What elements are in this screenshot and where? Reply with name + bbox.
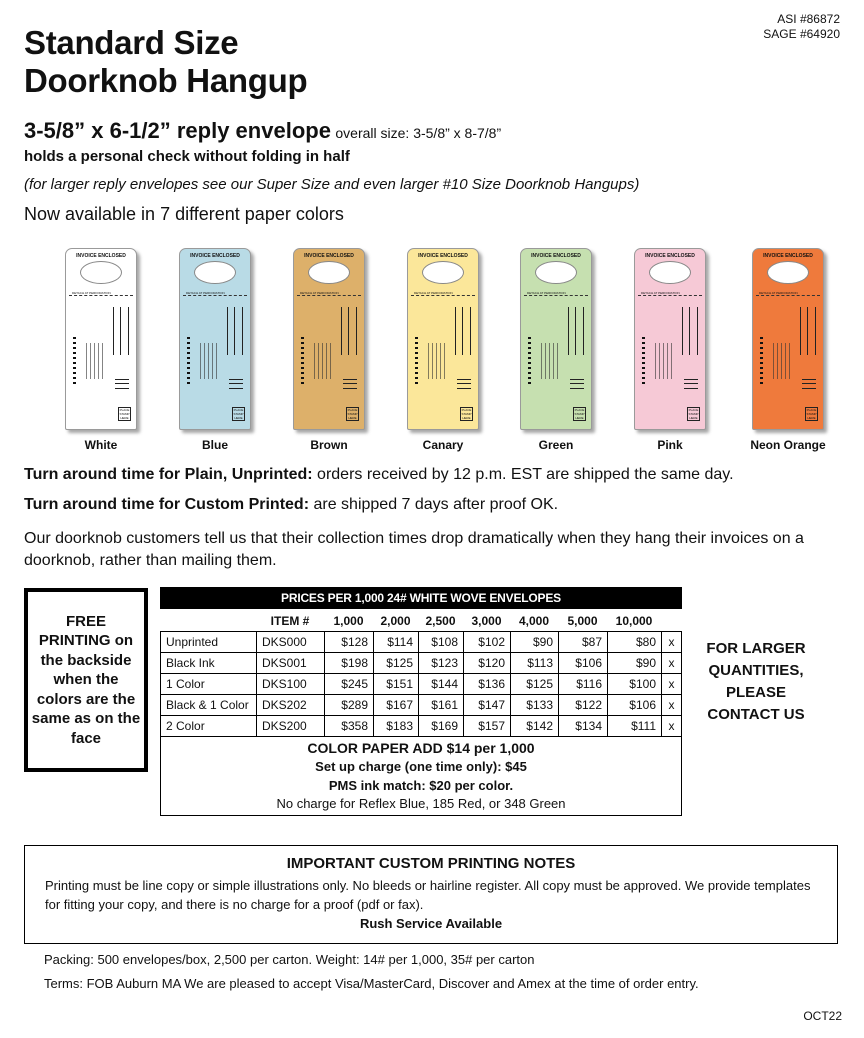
price-cell: $142 <box>511 716 559 737</box>
postal-barcode <box>415 337 418 385</box>
perforation-text: DETACH AT PERFORATION <box>641 291 680 295</box>
row-mark: x <box>662 632 682 653</box>
envelope-line-mid <box>807 307 808 355</box>
stamp-box: PLACE STAMP HERE <box>461 408 472 420</box>
address-block <box>541 343 559 379</box>
row-name: 2 Color <box>161 716 257 737</box>
doorknob-hole <box>308 261 350 284</box>
envelope-lines <box>341 307 357 355</box>
price-cell: $151 <box>374 674 419 695</box>
item-number: DKS202 <box>257 695 325 716</box>
doorknob-hole <box>422 261 464 284</box>
perforation-text: DETACH AT PERFORATION <box>300 291 339 295</box>
envelope-header-text: INVOICE ENCLOSED <box>418 253 468 259</box>
fim-lines <box>684 379 698 389</box>
row-name: Black Ink <box>161 653 257 674</box>
postal-barcode <box>760 337 763 385</box>
envelope-color-label: Canary <box>422 438 464 452</box>
envelope-header-text: INVOICE ENCLOSED <box>763 253 813 259</box>
colors-available-text: Now available in 7 different paper colors <box>24 204 344 224</box>
price-cell: $134 <box>559 716 608 737</box>
column-header: 2,500 <box>425 614 456 628</box>
column-header: 1,000 <box>333 614 364 628</box>
envelope-line-mid <box>575 307 576 355</box>
price-row <box>161 632 682 653</box>
envelope-header-text: INVOICE ENCLOSED <box>76 253 126 259</box>
perforation-text: DETACH AT PERFORATION <box>759 291 798 295</box>
address-block <box>773 343 791 379</box>
fim-lines <box>343 379 357 389</box>
price-cell: $120 <box>464 653 511 674</box>
price-cell: $102 <box>464 632 511 653</box>
perforation-text: DETACH AT PERFORATION <box>527 291 566 295</box>
perforation-line <box>69 295 133 296</box>
envelope-brown <box>272 248 386 452</box>
envelope-color-label: White <box>84 438 118 452</box>
stamp-box: PLACE STAMP HERE <box>574 408 585 420</box>
postal-barcode <box>73 337 76 385</box>
turnaround-plain-label: Turn around time for Plain, Unprinted: <box>24 466 313 483</box>
price-row <box>161 695 682 716</box>
envelope-green <box>499 248 613 452</box>
envelope-line-mid <box>462 307 463 355</box>
doorknob-hole <box>80 261 122 284</box>
envelope-header-text: INVOICE ENCLOSED <box>190 253 240 259</box>
price-cell: $100 <box>608 674 662 695</box>
envelope-lines <box>682 307 698 355</box>
turnaround-custom-text: are shipped 7 days after proof OK. <box>309 496 559 513</box>
price-rows <box>160 631 682 737</box>
collection-paragraph: Our doorknob customers tell us that their collection times drop dramatically when they hang their invoices on a doorknob, rather than mailing them. <box>24 530 804 569</box>
price-cell: $106 <box>559 653 608 674</box>
setup-charge: Set up charge (one time only): $45 <box>315 759 527 774</box>
price-cell: $183 <box>374 716 419 737</box>
row-mark: x <box>662 695 682 716</box>
envelope-size: 3-5/8” x 6-1/2” reply envelope <box>24 118 331 143</box>
holds-check-text: holds a personal check without folding in half <box>24 148 350 165</box>
postal-barcode <box>187 337 190 385</box>
packing-info: Packing: 500 envelopes/box, 2,500 per carton. Weight: 14# per 1,000, 35# per carton <box>44 952 535 967</box>
row-name: Unprinted <box>161 632 257 653</box>
turnaround-custom-label: Turn around time for Custom Printed: <box>24 496 310 513</box>
perforation-text: DETACH AT PERFORATION <box>72 291 111 295</box>
address-block <box>655 343 673 379</box>
postal-barcode <box>528 337 531 385</box>
price-cell: $90 <box>608 653 662 674</box>
envelope-pink <box>613 248 727 452</box>
price-cell: $125 <box>374 653 419 674</box>
row-mark: x <box>662 674 682 695</box>
envelope-canary <box>386 248 500 452</box>
terms-info: Terms: FOB Auburn MA We are pleased to accept Visa/MasterCard, Discover and Amex at the time of order entry. <box>44 976 699 991</box>
price-cell: $111 <box>608 716 662 737</box>
price-column-headers <box>160 609 682 631</box>
column-header: 4,000 <box>518 614 550 628</box>
price-cell: $106 <box>608 695 662 716</box>
row-mark: x <box>662 653 682 674</box>
price-cell: $125 <box>511 674 559 695</box>
postal-barcode <box>301 337 304 385</box>
item-number: DKS000 <box>257 632 325 653</box>
price-cell: $113 <box>511 653 559 674</box>
address-block <box>314 343 332 379</box>
item-number: DKS200 <box>257 716 325 737</box>
page-title <box>24 24 307 100</box>
column-header: ITEM # <box>270 614 310 628</box>
price-row <box>161 716 682 737</box>
price-row <box>161 674 682 695</box>
column-header: 10,000 <box>615 614 653 628</box>
perforation-line <box>638 295 702 296</box>
price-cell: $289 <box>325 695 374 716</box>
envelope-color-label: Pink <box>657 438 683 452</box>
price-table-header: PRICES PER 1,000 24# WHITE WOVE ENVELOPES <box>160 587 682 609</box>
envelope-image <box>407 248 479 430</box>
stamp-box: PLACE STAMP HERE <box>806 408 817 420</box>
envelope-header-text: INVOICE ENCLOSED <box>531 253 581 259</box>
envelope-line-mid <box>234 307 235 355</box>
stamp-box: PLACE STAMP HERE <box>688 408 699 420</box>
date-code: OCT22 <box>803 1009 842 1023</box>
overall-size: overall size: 3-5/8” x 8-7/8” <box>335 125 502 141</box>
price-cell: $161 <box>419 695 464 716</box>
postal-barcode <box>642 337 645 385</box>
price-cell: $123 <box>419 653 464 674</box>
address-block <box>428 343 446 379</box>
perforation-text: DETACH AT PERFORATION <box>186 291 225 295</box>
envelope-blue <box>158 248 272 452</box>
row-mark: x <box>662 716 682 737</box>
price-extras <box>160 737 682 816</box>
price-cell: $116 <box>559 674 608 695</box>
envelope-image <box>293 248 365 430</box>
price-cell: $122 <box>559 695 608 716</box>
price-cell: $90 <box>511 632 559 653</box>
no-charge-colors: No charge for Reflex Blue, 185 Red, or 348 Green <box>276 796 566 811</box>
perforation-text: DETACH AT PERFORATION <box>414 291 453 295</box>
fim-lines <box>802 379 816 389</box>
envelope-line-mid <box>348 307 349 355</box>
pms-match: PMS ink match: $20 per color. <box>328 778 514 793</box>
stamp-box: PLACE STAMP HERE <box>347 408 358 420</box>
larger-envelopes-note: (for larger reply envelopes see our Super Size and even larger #10 Size Doorknob Hangups) <box>24 176 640 193</box>
price-cell: $114 <box>374 632 419 653</box>
price-cell: $87 <box>559 632 608 653</box>
envelope-image <box>634 248 706 430</box>
turnaround-plain <box>24 466 734 484</box>
envelope-color-label: Brown <box>310 438 348 452</box>
envelope-lines <box>800 307 816 355</box>
price-cell: $157 <box>464 716 511 737</box>
row-name: 1 Color <box>161 674 257 695</box>
row-name: Black & 1 Color <box>161 695 257 716</box>
envelope-color-label: Blue <box>201 438 228 452</box>
stamp-box: PLACE STAMP HERE <box>233 408 244 420</box>
price-cell: $169 <box>419 716 464 737</box>
price-cell: $245 <box>325 674 374 695</box>
fim-lines <box>115 379 129 389</box>
envelope-neon-orange <box>731 248 845 452</box>
size-line <box>24 118 501 144</box>
catalog-codes <box>763 12 840 42</box>
envelope-image <box>179 248 251 430</box>
envelope-header-text: INVOICE ENCLOSED <box>304 253 354 259</box>
address-block <box>200 343 218 379</box>
custom-printing-notes <box>24 845 838 944</box>
envelope-white <box>44 248 158 452</box>
address-block <box>86 343 104 379</box>
title-line-1: Standard Size <box>24 24 239 61</box>
envelope-lines <box>568 307 584 355</box>
envelope-image <box>65 248 137 430</box>
envelope-lines <box>455 307 471 355</box>
price-table <box>160 587 682 816</box>
larger-quantities-note: FOR LARGER QUANTITIES, PLEASE CONTACT US <box>706 640 806 723</box>
column-header: 3,000 <box>471 614 502 628</box>
rush-service: Rush Service Available <box>359 916 503 931</box>
price-cell: $133 <box>511 695 559 716</box>
envelope-color-label: Green <box>538 438 574 452</box>
doorknob-hole <box>535 261 577 284</box>
doorknob-hole <box>194 261 236 284</box>
perforation-line <box>524 295 588 296</box>
notes-title: IMPORTANT CUSTOM PRINTING NOTES <box>286 855 576 872</box>
price-cell: $136 <box>464 674 511 695</box>
sage-number: SAGE #64920 <box>763 27 840 41</box>
asi-number: ASI #86872 <box>777 12 840 26</box>
fim-lines <box>229 379 243 389</box>
envelope-lines <box>113 307 129 355</box>
column-header: 5,000 <box>567 614 598 628</box>
fim-lines <box>457 379 471 389</box>
price-cell: $147 <box>464 695 511 716</box>
free-printing-text: FREE PRINTING on the backside when the colors are the same as on the face <box>31 612 141 747</box>
envelope-image <box>520 248 592 430</box>
envelope-color-label: Neon Orange <box>750 438 826 452</box>
title-line-2: Doorknob Hangup <box>24 62 308 99</box>
color-paper-note: COLOR PAPER ADD $14 per 1,000 <box>307 740 535 756</box>
price-cell: $167 <box>374 695 419 716</box>
price-cell: $144 <box>419 674 464 695</box>
envelope-line-mid <box>689 307 690 355</box>
doorknob-hole <box>767 261 809 284</box>
free-printing-box <box>24 588 148 772</box>
envelope-line-mid <box>120 307 121 355</box>
perforation-line <box>183 295 247 296</box>
price-cell: $80 <box>608 632 662 653</box>
price-cell: $108 <box>419 632 464 653</box>
perforation-line <box>756 295 820 296</box>
price-cell: $198 <box>325 653 374 674</box>
envelope-image <box>752 248 824 430</box>
doorknob-hole <box>649 261 691 284</box>
envelope-lines <box>227 307 243 355</box>
turnaround-plain-text: orders received by 12 p.m. EST are shipped the same day. <box>312 466 734 483</box>
price-row <box>161 653 682 674</box>
price-cell: $358 <box>325 716 374 737</box>
perforation-line <box>297 295 361 296</box>
turnaround-custom <box>24 496 558 514</box>
item-number: DKS001 <box>257 653 325 674</box>
perforation-line <box>411 295 475 296</box>
column-header: 2,000 <box>380 614 411 628</box>
notes-body: Printing must be line copy or simple illustrations only. No bleeds or hairline register. All copy must be approved. We provide templates for fitting your copy, and there is no charge for a proof (pdf or fax). <box>45 878 811 912</box>
price-cell: $128 <box>325 632 374 653</box>
item-number: DKS100 <box>257 674 325 695</box>
envelope-header-text: INVOICE ENCLOSED <box>645 253 695 259</box>
stamp-box: PLACE STAMP HERE <box>119 408 130 420</box>
fim-lines <box>570 379 584 389</box>
